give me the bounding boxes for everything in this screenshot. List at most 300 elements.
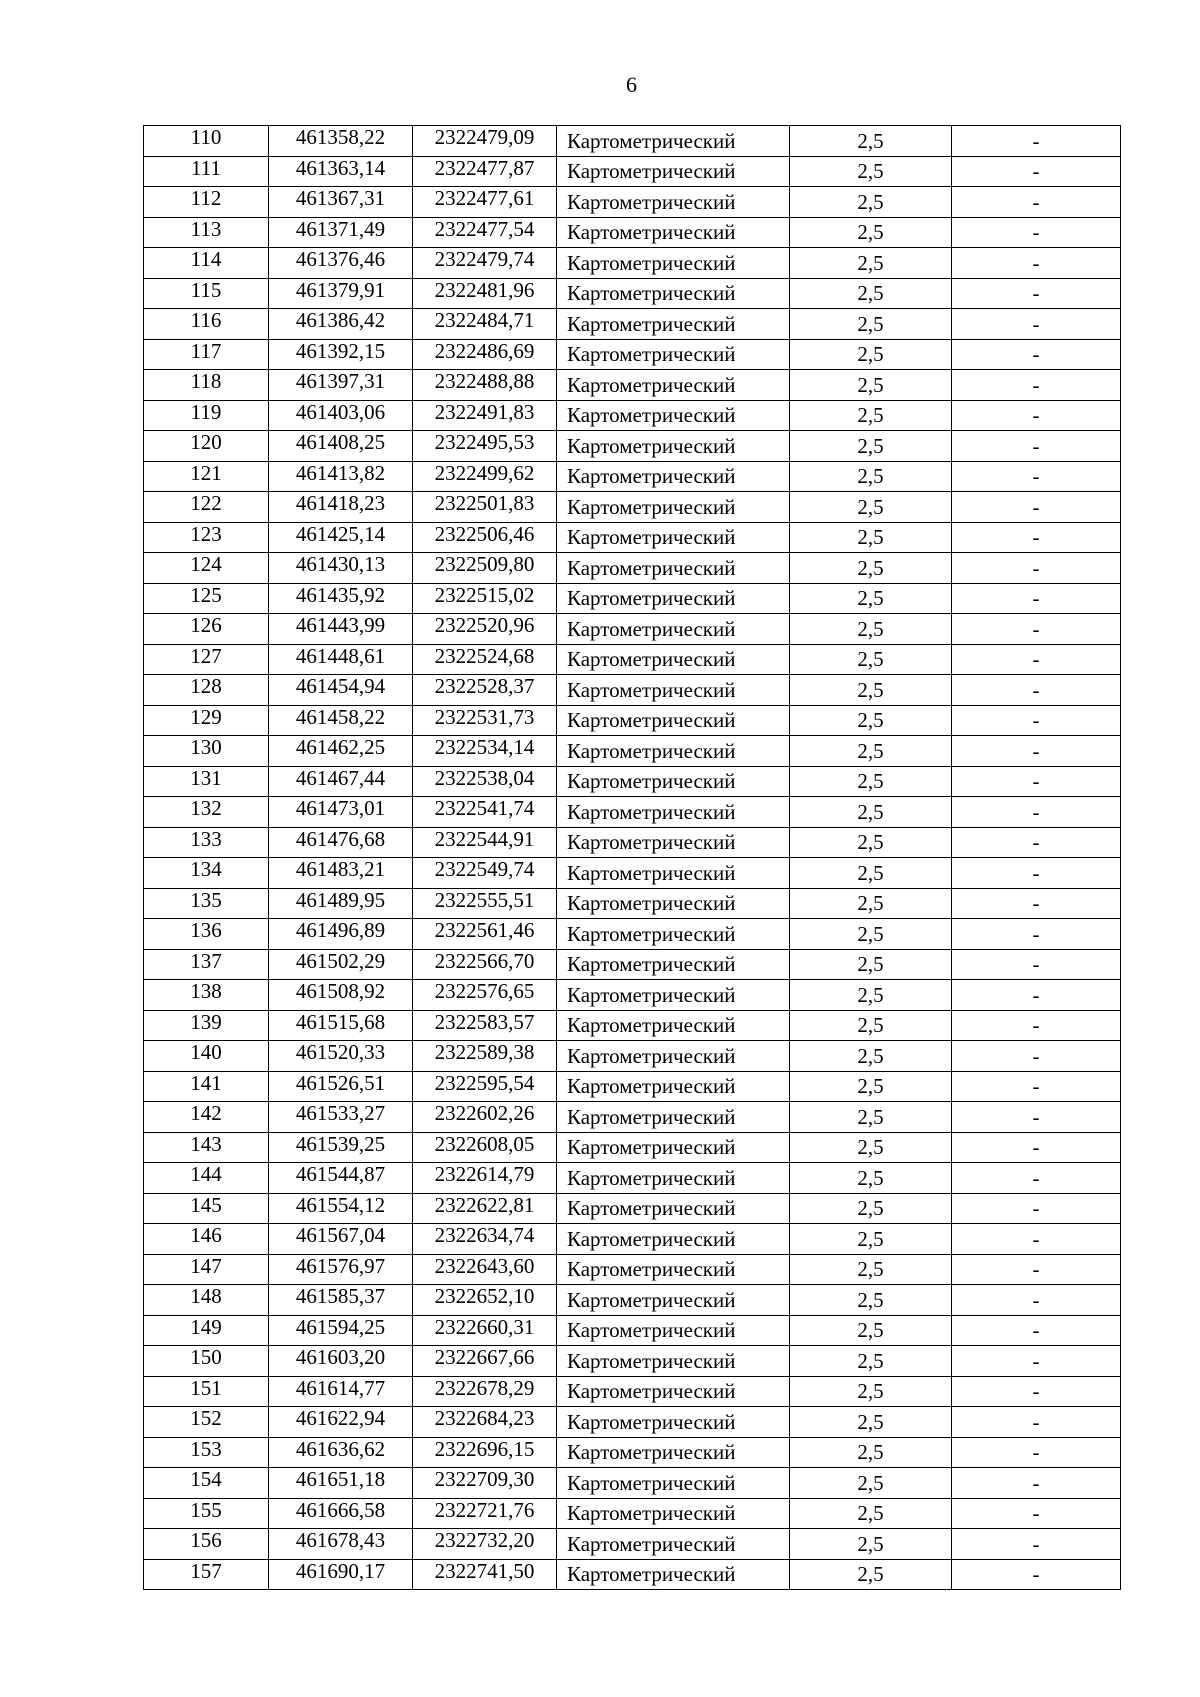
table-row <box>144 1041 1121 1072</box>
x-coordinate-cell <box>269 614 413 645</box>
table-row <box>144 1285 1121 1316</box>
method-cell-text: Картометрический <box>567 281 736 306</box>
y-coordinate-cell <box>413 1407 557 1438</box>
point-number-cell-text: 156 <box>190 1528 222 1552</box>
accuracy-cell <box>790 1285 952 1316</box>
method-cell <box>557 126 790 157</box>
x-coordinate-cell <box>269 1224 413 1255</box>
x-coordinate-cell-text: 461567,04 <box>295 1223 386 1247</box>
accuracy-cell-text: 2,5 <box>857 1257 884 1282</box>
table-row <box>144 1529 1121 1560</box>
y-coordinate-cell <box>413 187 557 218</box>
method-cell-text: Картометрический <box>567 555 736 580</box>
method-cell-text: Картометрический <box>567 464 736 489</box>
accuracy-cell <box>790 1102 952 1133</box>
point-number-cell <box>144 736 269 767</box>
y-coordinate-cell <box>413 1376 557 1407</box>
accuracy-cell-text: 2,5 <box>857 1196 884 1221</box>
y-coordinate-cell-text: 2322602,26 <box>434 1101 535 1125</box>
description-cell <box>952 400 1121 431</box>
point-number-cell <box>144 1498 269 1529</box>
accuracy-cell <box>790 1529 952 1560</box>
method-cell <box>557 919 790 950</box>
method-cell <box>557 187 790 218</box>
accuracy-cell-text: 2,5 <box>857 128 884 153</box>
point-number-cell <box>144 1529 269 1560</box>
y-coordinate-cell-text: 2322524,68 <box>434 643 535 668</box>
x-coordinate-cell <box>269 309 413 340</box>
y-coordinate-cell <box>413 522 557 553</box>
point-number-cell-text: 126 <box>190 613 222 637</box>
y-coordinate-cell <box>413 583 557 614</box>
method-cell-text: Картометрический <box>567 860 736 885</box>
x-coordinate-cell-text: 461636,62 <box>295 1436 386 1461</box>
point-number-cell <box>144 1010 269 1041</box>
y-coordinate-cell-text: 2322721,76 <box>434 1497 535 1522</box>
description-cell <box>952 278 1121 309</box>
method-cell-text: Картометрический <box>567 494 736 519</box>
point-number-cell <box>144 553 269 584</box>
point-number-cell <box>144 1102 269 1133</box>
y-coordinate-cell <box>413 797 557 828</box>
table-row <box>144 736 1121 767</box>
x-coordinate-cell-text: 461544,87 <box>295 1162 386 1186</box>
method-cell <box>557 1041 790 1072</box>
accuracy-cell-text: 2,5 <box>857 159 884 184</box>
method-cell-text: Картометрический <box>567 1074 736 1099</box>
accuracy-cell <box>790 522 952 553</box>
point-number-cell-text: 149 <box>190 1314 222 1339</box>
table-row <box>144 797 1121 828</box>
x-coordinate-cell-text: 461443,99 <box>295 613 386 637</box>
description-cell-text: - <box>1032 1409 1040 1434</box>
y-coordinate-cell-text: 2322484,71 <box>434 308 535 332</box>
method-cell <box>557 400 790 431</box>
table-row <box>144 309 1121 340</box>
method-cell <box>557 1498 790 1529</box>
accuracy-cell-text: 2,5 <box>857 799 884 824</box>
accuracy-cell <box>790 888 952 919</box>
x-coordinate-cell <box>269 949 413 980</box>
x-coordinate-cell <box>269 858 413 889</box>
point-number-cell-text: 145 <box>190 1192 222 1217</box>
point-number-cell <box>144 919 269 950</box>
point-number-cell-text: 129 <box>190 704 222 729</box>
description-cell <box>952 1315 1121 1346</box>
description-cell <box>952 1498 1121 1529</box>
description-cell <box>952 797 1121 828</box>
description-cell-text: - <box>1032 250 1040 275</box>
x-coordinate-cell-text: 461554,12 <box>295 1192 386 1217</box>
y-coordinate-cell-text: 2322541,74 <box>434 796 535 820</box>
y-coordinate-cell-text: 2322696,15 <box>434 1436 535 1461</box>
point-number-cell-text: 130 <box>190 735 222 759</box>
description-cell-text: - <box>1032 952 1040 977</box>
y-coordinate-cell <box>413 1346 557 1377</box>
x-coordinate-cell <box>269 126 413 157</box>
point-number-cell-text: 153 <box>190 1436 222 1461</box>
x-coordinate-cell-text: 461403,06 <box>295 399 386 424</box>
description-cell <box>952 1193 1121 1224</box>
accuracy-cell <box>790 797 952 828</box>
table-row <box>144 400 1121 431</box>
description-cell <box>952 827 1121 858</box>
description-cell-text: - <box>1032 128 1040 153</box>
accuracy-cell <box>790 644 952 675</box>
accuracy-cell <box>790 1254 952 1285</box>
accuracy-cell-text: 2,5 <box>857 586 884 611</box>
table-row <box>144 156 1121 187</box>
method-cell <box>557 888 790 919</box>
method-cell-text: Картометрический <box>567 1287 736 1312</box>
description-cell-text: - <box>1032 616 1040 641</box>
x-coordinate-cell-text: 461397,31 <box>295 369 386 393</box>
accuracy-cell-text: 2,5 <box>857 1440 884 1465</box>
accuracy-cell-text: 2,5 <box>857 1135 884 1160</box>
y-coordinate-cell <box>413 1224 557 1255</box>
method-cell-text: Картометрический <box>567 1257 736 1282</box>
accuracy-cell <box>790 248 952 279</box>
point-number-cell <box>144 675 269 706</box>
x-coordinate-cell <box>269 1437 413 1468</box>
table-row <box>144 858 1121 889</box>
y-coordinate-cell <box>413 339 557 370</box>
y-coordinate-cell <box>413 1132 557 1163</box>
accuracy-cell <box>790 1407 952 1438</box>
accuracy-cell-text: 2,5 <box>857 1501 884 1526</box>
point-number-cell <box>144 1224 269 1255</box>
description-cell-text: - <box>1032 1501 1040 1526</box>
point-number-cell-text: 134 <box>190 857 222 881</box>
description-cell <box>952 1407 1121 1438</box>
method-cell <box>557 705 790 736</box>
method-cell-text: Картометрический <box>567 1135 736 1160</box>
point-number-cell <box>144 492 269 523</box>
accuracy-cell-text: 2,5 <box>857 1562 884 1587</box>
y-coordinate-cell-text: 2322589,38 <box>434 1040 535 1064</box>
description-cell-text: - <box>1032 982 1040 1007</box>
description-cell-text: - <box>1032 281 1040 306</box>
y-coordinate-cell-text: 2322488,88 <box>434 369 535 393</box>
x-coordinate-cell <box>269 431 413 462</box>
point-number-cell-text: 148 <box>190 1284 222 1308</box>
method-cell <box>557 675 790 706</box>
y-coordinate-cell <box>413 1254 557 1285</box>
y-coordinate-cell-text: 2322544,91 <box>434 826 535 851</box>
y-coordinate-cell-text: 2322538,04 <box>434 765 535 790</box>
point-number-cell <box>144 888 269 919</box>
method-cell <box>557 156 790 187</box>
table-row <box>144 187 1121 218</box>
description-cell <box>952 461 1121 492</box>
y-coordinate-cell-text: 2322634,74 <box>434 1223 535 1247</box>
table-row <box>144 1376 1121 1407</box>
point-number-cell-text: 119 <box>190 399 222 424</box>
accuracy-cell <box>790 156 952 187</box>
accuracy-cell <box>790 858 952 889</box>
y-coordinate-cell <box>413 1468 557 1499</box>
point-number-cell <box>144 827 269 858</box>
accuracy-cell-text: 2,5 <box>857 433 884 458</box>
accuracy-cell-text: 2,5 <box>857 860 884 885</box>
x-coordinate-cell <box>269 980 413 1011</box>
y-coordinate-cell-text: 2322479,74 <box>434 247 535 271</box>
table-row <box>144 461 1121 492</box>
accuracy-cell-text: 2,5 <box>857 1348 884 1373</box>
method-cell-text: Картометрический <box>567 1013 736 1038</box>
x-coordinate-cell <box>269 1102 413 1133</box>
accuracy-cell-text: 2,5 <box>857 952 884 977</box>
y-coordinate-cell-text: 2322643,60 <box>434 1253 535 1278</box>
accuracy-cell <box>790 1224 952 1255</box>
point-number-cell-text: 152 <box>190 1406 222 1430</box>
x-coordinate-cell-text: 461430,13 <box>295 552 386 576</box>
description-cell-text: - <box>1032 1257 1040 1282</box>
accuracy-cell <box>790 492 952 523</box>
accuracy-cell-text: 2,5 <box>857 1531 884 1556</box>
description-cell <box>952 370 1121 401</box>
point-number-cell-text: 122 <box>190 491 222 515</box>
accuracy-cell-text: 2,5 <box>857 189 884 214</box>
method-cell-text: Картометрический <box>567 128 736 153</box>
x-coordinate-cell-text: 461467,44 <box>295 765 386 790</box>
table-row <box>144 1468 1121 1499</box>
x-coordinate-cell-text: 461515,68 <box>295 1009 386 1034</box>
accuracy-cell <box>790 1071 952 1102</box>
accuracy-cell <box>790 431 952 462</box>
y-coordinate-cell <box>413 126 557 157</box>
x-coordinate-cell-text: 461376,46 <box>295 247 386 271</box>
y-coordinate-cell-text: 2322477,54 <box>434 216 535 241</box>
y-coordinate-cell-text: 2322477,61 <box>434 186 535 210</box>
point-number-cell-text: 111 <box>191 155 221 180</box>
point-number-cell <box>144 522 269 553</box>
description-cell <box>952 919 1121 950</box>
method-cell <box>557 522 790 553</box>
description-cell <box>952 217 1121 248</box>
point-number-cell-text: 150 <box>190 1345 222 1369</box>
description-cell <box>952 1529 1121 1560</box>
accuracy-cell-text: 2,5 <box>857 769 884 794</box>
accuracy-cell <box>790 400 952 431</box>
accuracy-cell <box>790 1193 952 1224</box>
point-number-cell <box>144 766 269 797</box>
x-coordinate-cell-text: 461622,94 <box>295 1406 386 1430</box>
description-cell-text: - <box>1032 1074 1040 1099</box>
description-cell <box>952 1346 1121 1377</box>
y-coordinate-cell-text: 2322534,14 <box>434 735 535 759</box>
method-cell-text: Картометрический <box>567 799 736 824</box>
y-coordinate-cell-text: 2322528,37 <box>434 674 535 698</box>
point-number-cell-text: 151 <box>190 1375 222 1400</box>
point-number-cell <box>144 217 269 248</box>
accuracy-cell-text: 2,5 <box>857 1470 884 1495</box>
description-cell <box>952 1376 1121 1407</box>
description-cell <box>952 614 1121 645</box>
table-row <box>144 553 1121 584</box>
y-coordinate-cell <box>413 1529 557 1560</box>
y-coordinate-cell <box>413 1559 557 1590</box>
table-row <box>144 675 1121 706</box>
method-cell <box>557 980 790 1011</box>
point-number-cell-text: 155 <box>190 1497 222 1522</box>
y-coordinate-cell-text: 2322549,74 <box>434 857 535 881</box>
method-cell <box>557 553 790 584</box>
y-coordinate-cell <box>413 888 557 919</box>
x-coordinate-cell-text: 461392,15 <box>295 338 386 363</box>
description-cell <box>952 858 1121 889</box>
accuracy-cell-text: 2,5 <box>857 1409 884 1434</box>
accuracy-cell <box>790 1315 952 1346</box>
accuracy-cell-text: 2,5 <box>857 982 884 1007</box>
x-coordinate-cell <box>269 1407 413 1438</box>
description-cell-text: - <box>1032 220 1040 245</box>
x-coordinate-cell-text: 461585,37 <box>295 1284 386 1308</box>
x-coordinate-cell-text: 461473,01 <box>295 796 386 820</box>
x-coordinate-cell <box>269 827 413 858</box>
description-cell <box>952 1041 1121 1072</box>
table-row <box>144 583 1121 614</box>
description-cell-text: - <box>1032 1440 1040 1465</box>
point-number-cell-text: 133 <box>190 826 222 851</box>
x-coordinate-cell-text: 461454,94 <box>295 674 386 698</box>
y-coordinate-cell <box>413 705 557 736</box>
description-cell <box>952 888 1121 919</box>
method-cell <box>557 1437 790 1468</box>
point-number-cell-text: 116 <box>190 308 222 332</box>
point-number-cell-text: 146 <box>190 1223 222 1247</box>
method-cell <box>557 1376 790 1407</box>
method-cell-text: Картометрический <box>567 830 736 855</box>
description-cell <box>952 1559 1121 1590</box>
y-coordinate-cell-text: 2322622,81 <box>434 1192 535 1217</box>
table-row <box>144 1102 1121 1133</box>
description-cell-text: - <box>1032 708 1040 733</box>
point-number-cell <box>144 705 269 736</box>
method-cell <box>557 461 790 492</box>
method-cell-text: Картометрический <box>567 1440 736 1465</box>
accuracy-cell <box>790 614 952 645</box>
method-cell-text: Картометрический <box>567 189 736 214</box>
x-coordinate-cell-text: 461483,21 <box>295 857 386 881</box>
point-number-cell <box>144 1254 269 1285</box>
x-coordinate-cell <box>269 492 413 523</box>
y-coordinate-cell <box>413 1163 557 1194</box>
y-coordinate-cell-text: 2322486,69 <box>434 338 535 363</box>
method-cell-text: Картометрический <box>567 1531 736 1556</box>
accuracy-cell-text: 2,5 <box>857 891 884 916</box>
accuracy-cell <box>790 1041 952 1072</box>
description-cell-text: - <box>1032 1135 1040 1160</box>
description-cell <box>952 339 1121 370</box>
x-coordinate-cell <box>269 248 413 279</box>
method-cell-text: Картометрический <box>567 738 736 763</box>
x-coordinate-cell <box>269 797 413 828</box>
description-cell <box>952 644 1121 675</box>
description-cell-text: - <box>1032 1043 1040 1068</box>
y-coordinate-cell <box>413 431 557 462</box>
point-number-cell <box>144 1376 269 1407</box>
description-cell <box>952 766 1121 797</box>
accuracy-cell <box>790 278 952 309</box>
x-coordinate-cell <box>269 1468 413 1499</box>
accuracy-cell-text: 2,5 <box>857 921 884 946</box>
method-cell-text: Картометрический <box>567 1165 736 1190</box>
y-coordinate-cell-text: 2322667,66 <box>434 1345 535 1369</box>
y-coordinate-cell <box>413 614 557 645</box>
y-coordinate-cell <box>413 980 557 1011</box>
y-coordinate-cell <box>413 553 557 584</box>
method-cell <box>557 1559 790 1590</box>
table-row <box>144 339 1121 370</box>
method-cell-text: Картометрический <box>567 1043 736 1068</box>
accuracy-cell <box>790 736 952 767</box>
table-row <box>144 1315 1121 1346</box>
accuracy-cell-text: 2,5 <box>857 1318 884 1343</box>
accuracy-cell-text: 2,5 <box>857 1104 884 1129</box>
method-cell-text: Картометрический <box>567 1470 736 1495</box>
description-cell-text: - <box>1032 799 1040 824</box>
method-cell <box>557 217 790 248</box>
description-cell-text: - <box>1032 1165 1040 1190</box>
description-cell <box>952 1132 1121 1163</box>
y-coordinate-cell-text: 2322491,83 <box>434 399 535 424</box>
method-cell <box>557 766 790 797</box>
accuracy-cell-text: 2,5 <box>857 738 884 763</box>
point-number-cell-text: 157 <box>190 1558 222 1583</box>
table-row <box>144 614 1121 645</box>
description-cell <box>952 553 1121 584</box>
y-coordinate-cell <box>413 644 557 675</box>
y-coordinate-cell-text: 2322515,02 <box>434 582 535 607</box>
description-cell-text: - <box>1032 769 1040 794</box>
point-number-cell <box>144 1041 269 1072</box>
table-row <box>144 644 1121 675</box>
method-cell <box>557 644 790 675</box>
x-coordinate-cell-text: 461435,92 <box>295 582 386 607</box>
point-number-cell-text: 114 <box>190 247 222 271</box>
method-cell-text: Картометрический <box>567 342 736 367</box>
description-cell <box>952 309 1121 340</box>
method-cell <box>557 278 790 309</box>
point-number-cell-text: 138 <box>190 979 222 1003</box>
description-cell <box>952 1254 1121 1285</box>
y-coordinate-cell-text: 2322741,50 <box>434 1558 535 1583</box>
point-number-cell-text: 144 <box>190 1162 222 1186</box>
accuracy-cell <box>790 919 952 950</box>
description-cell-text: - <box>1032 372 1040 397</box>
table-row <box>144 1498 1121 1529</box>
x-coordinate-cell <box>269 736 413 767</box>
point-number-cell-text: 141 <box>190 1070 222 1095</box>
point-number-cell <box>144 278 269 309</box>
method-cell-text: Картометрический <box>567 677 736 702</box>
y-coordinate-cell-text: 2322576,65 <box>434 979 535 1003</box>
description-cell <box>952 1437 1121 1468</box>
method-cell-text: Картометрический <box>567 311 736 336</box>
y-coordinate-cell <box>413 1102 557 1133</box>
table-row <box>144 1132 1121 1163</box>
x-coordinate-cell <box>269 1163 413 1194</box>
x-coordinate-cell-text: 461690,17 <box>295 1558 386 1583</box>
x-coordinate-cell-text: 461496,89 <box>295 918 386 942</box>
x-coordinate-cell <box>269 1559 413 1590</box>
method-cell <box>557 1132 790 1163</box>
accuracy-cell-text: 2,5 <box>857 372 884 397</box>
y-coordinate-cell <box>413 1193 557 1224</box>
y-coordinate-cell <box>413 827 557 858</box>
table-row <box>144 370 1121 401</box>
